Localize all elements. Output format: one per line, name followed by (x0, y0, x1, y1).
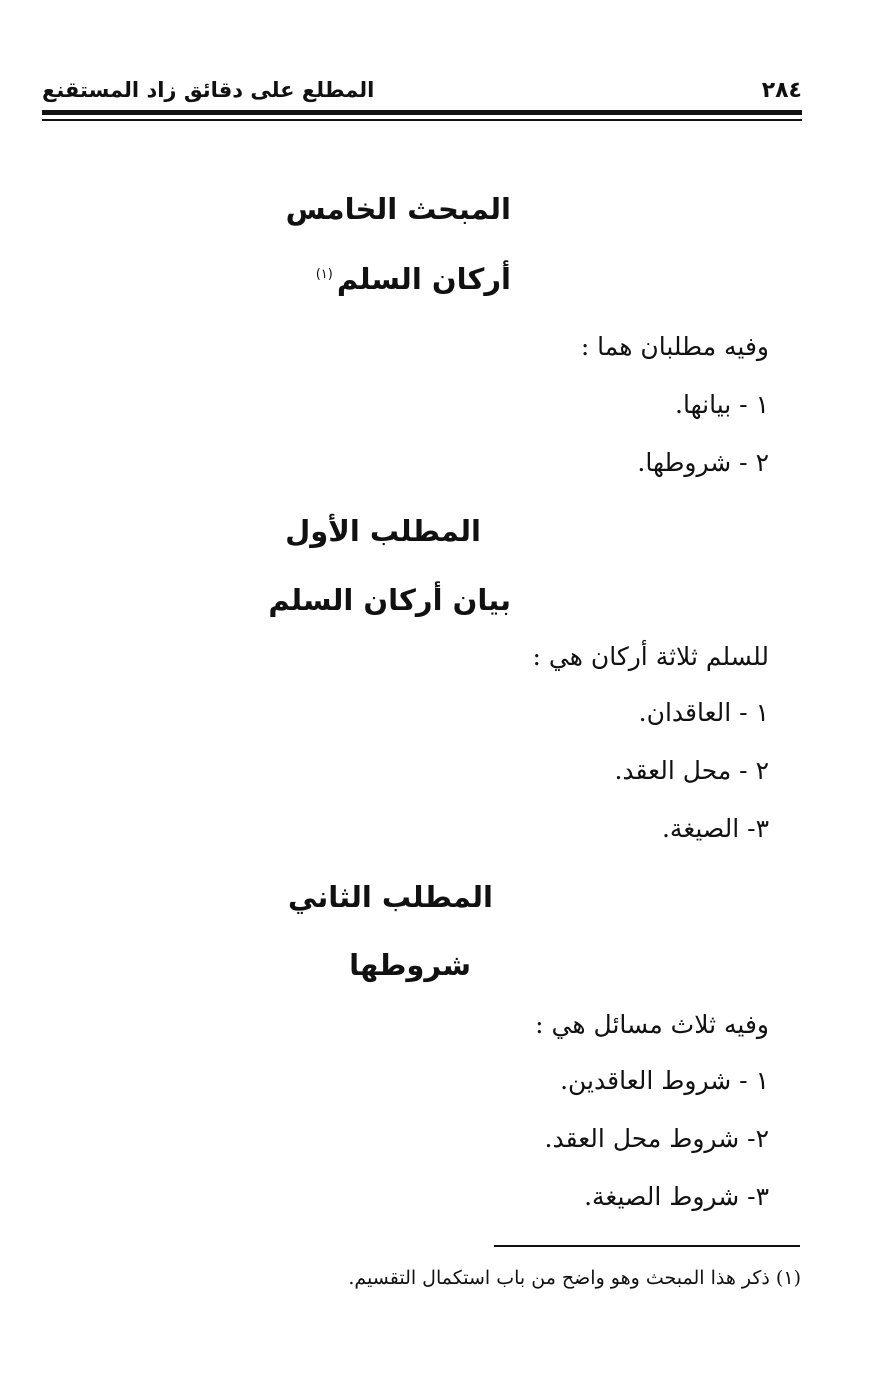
footnote-rule (494, 1245, 800, 1247)
header-rule-thin (42, 119, 802, 121)
subsection-title: المطلب الثاني (288, 880, 493, 914)
list-item: ٢- شروط محل العقد. (544, 1124, 769, 1153)
list-item: ١ - بيانها. (675, 390, 769, 419)
section-subtitle (316, 262, 511, 296)
list-item: ٣- شروط الصيغة. (584, 1182, 769, 1211)
subsection-title: المطلب الأول (285, 514, 481, 548)
subsection-intro: وفيه ثلاث مسائل هي : (535, 1010, 769, 1039)
list-item: ٣- الصيغة. (661, 814, 769, 843)
section-intro: وفيه مطلبان هما : (580, 332, 769, 361)
header-rule-thick (42, 110, 802, 115)
list-item: ١ - العاقدان. (638, 698, 769, 727)
page-number: ٢٨٤ (761, 78, 802, 103)
section-subtitle-text: أركان السلم (336, 262, 511, 296)
subsection-intro: للسلم ثلاثة أركان هي : (532, 642, 769, 671)
subsection-subtitle: شروطها (349, 948, 471, 982)
list-item: ٢ - محل العقد. (614, 756, 769, 785)
footnote-marker[interactable]: (١) (315, 267, 333, 283)
page-header (42, 74, 802, 108)
list-item: ١ - شروط العاقدين. (560, 1066, 769, 1095)
running-title: المطلع على دقائق زاد المستقنع (42, 78, 375, 102)
footnote-text: (١) ذكر هذا المبحث وهو واضح من باب استكمال التقسيم. (348, 1267, 801, 1289)
list-item: ٢ - شروطها. (637, 448, 769, 477)
subsection-subtitle: بيان أركان السلم (268, 583, 511, 617)
section-title: المبحث الخامس (285, 192, 511, 226)
